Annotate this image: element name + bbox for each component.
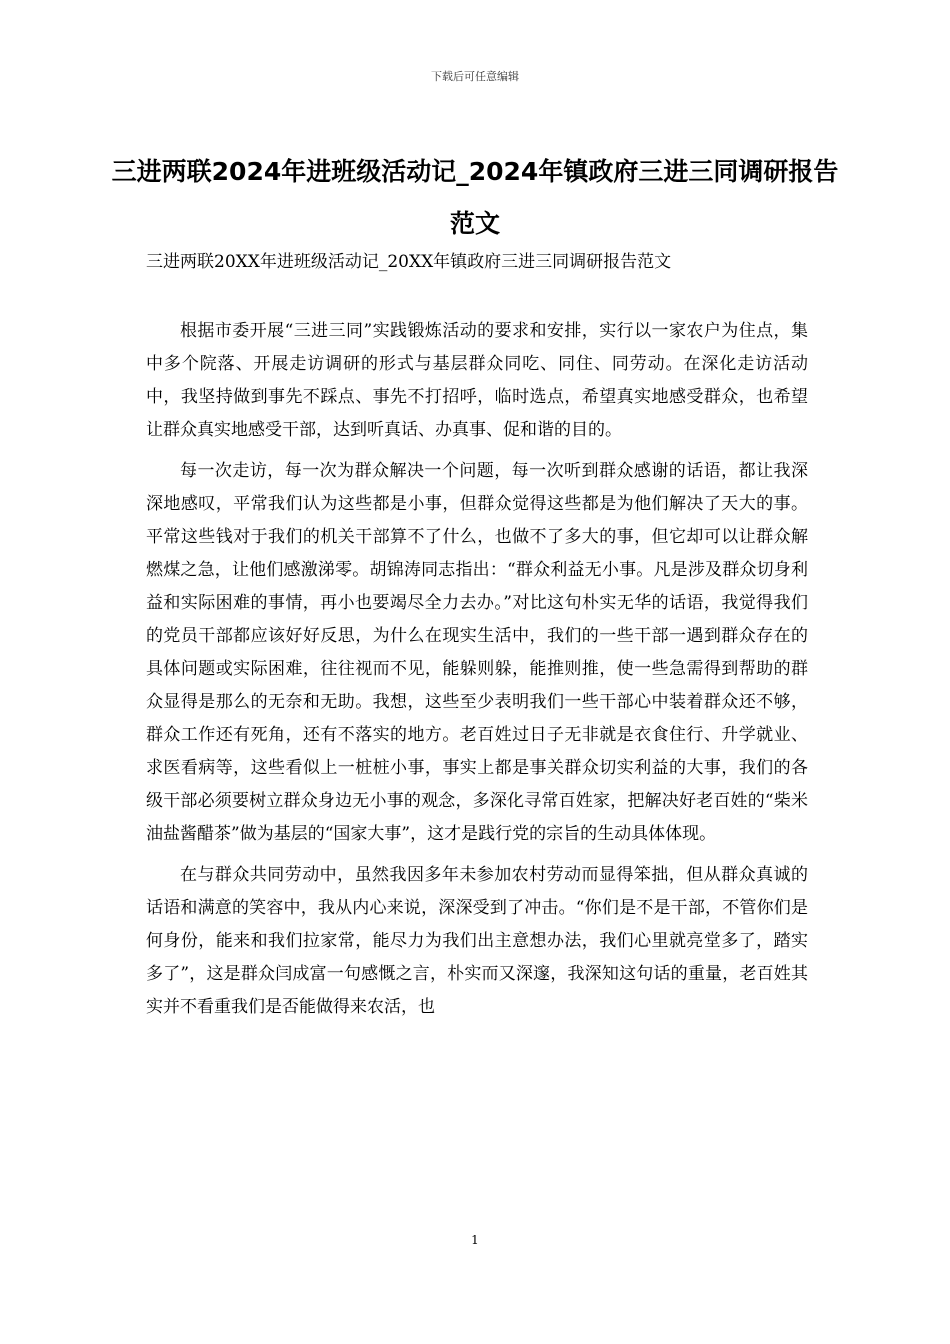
body-paragraph: 根据市委开展“三进三同”实践锻炼活动的要求和安排，实行以一家农户为住点，集中多个院落、开展走访调研的形式与基层群众同吃、同住、同劳动。在深化走访活动中，我坚持做到事先不踩点、事先不打招呼，临时选点，希望真实地感受群众，也希望让群众真实地感受干部，达到听真话、办真事、促和谐的目的。 — [146, 321, 808, 440]
header-note: 下载后可任意编辑 — [431, 70, 519, 83]
page-number: 1 — [471, 1233, 479, 1247]
body-paragraph: 每一次走访，每一次为群众解决一个问题，每一次听到群众感谢的话语，都让我深深地感叹，平常我们认为这些都是小事，但群众觉得这些都是为他们解决了天大的事。平常这些钱对于我们的机关干部算不了什么，也做不了多大的事，但它却可以让群众解燃煤之急，让他们感激涕零。胡锦涛同志指出：“群众利益无小事。凡是涉及群众切身利益和实际困难的事情，再小也要竭尽全力去办。”对比这句朴实无华的话语，我觉得我们的党员干部都应该好好反思，为什么在现实生活中，我们的一些干部一遇到群众存在的具体问题或实际困难，往往视而不见，能躲则躲，能推则推，使一些急需得到帮助的群众显得是那么的无奈和无助。我想，这些至少表明我们一些干部心中装着群众还不够，群众工作还有死角，还有不落实的地方。老百姓过日子无非就是衣食住行、升学就业、求医看病等，这些看似上一桩桩小事，事实上都是事关群众切实利益的大事，我们的各级干部必须要树立群众身边无小事的观念，多深化寻常百姓家，把解决好老百姓的“柴米油盐酱醋茶”做为基层的“国家大事”，这才是践行党的宗旨的生动具体体现。 — [146, 461, 808, 844]
document-body — [146, 315, 808, 1032]
document-subtitle: 三进两联20XX年进班级活动记_20XX年镇政府三进三同调研报告范文 — [146, 252, 672, 272]
document-title: 三进两联2024年进班级活动记_2024年镇政府三进三同调研报告范文 — [111, 157, 839, 238]
body-paragraph: 在与群众共同劳动中，虽然我因多年未参加农村劳动而显得笨拙，但从群众真诚的话语和满意的笑容中，我从内心来说，深深受到了冲击。“你们是不是干部，不管你们是何身份，能来和我们拉家常，能尽力为我们出主意想办法，我们心里就亮堂多了，踏实多了”，这是群众闫成富一句感慨之言，朴实而又深邃，我深知这句话的重量，老百姓其实并不看重我们是否能做得来农活，也 — [146, 865, 808, 1017]
